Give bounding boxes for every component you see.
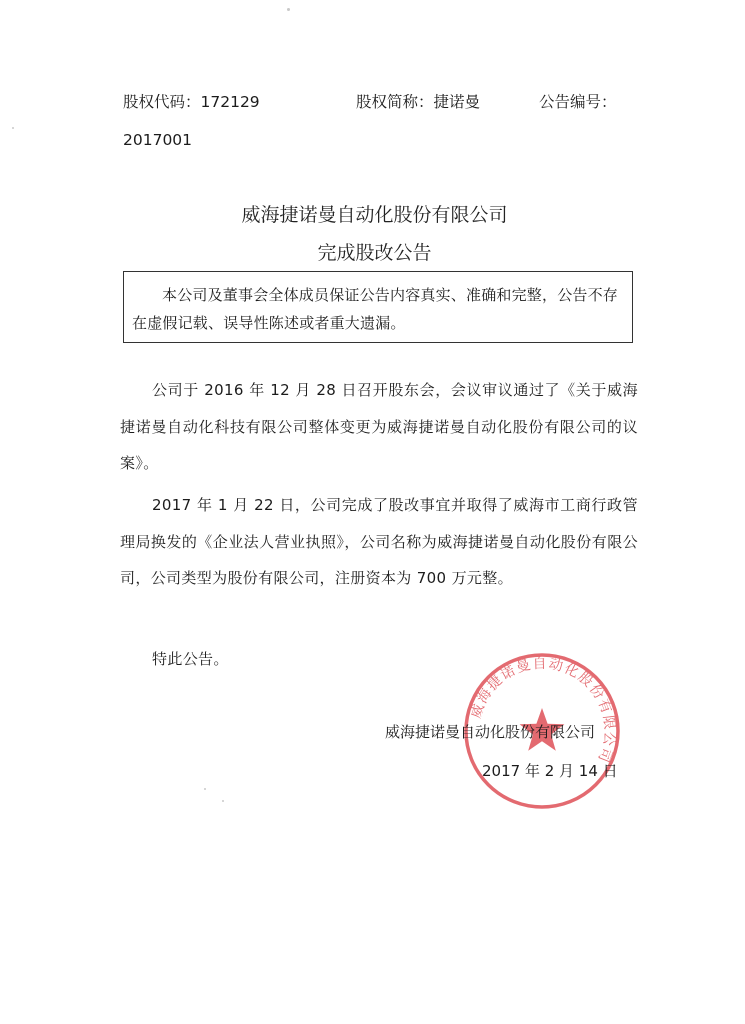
closing-line: 特此公告。 [152, 650, 229, 668]
stock-code: 股权代码：172129 [123, 93, 260, 111]
statement-box: 本公司及董事会全体成员保证公告内容真实、准确和完整，公告不存在虚假记载、误导性陈述或者重大遗漏。 [123, 271, 633, 343]
scan-speck [287, 8, 290, 11]
announcement-number: 2017001 [123, 131, 193, 149]
scan-speck [12, 127, 14, 129]
stock-short-name: 股权简称：捷诺曼 [356, 93, 481, 111]
scan-speck [222, 800, 224, 802]
announcement-title: 完成股改公告 [317, 242, 432, 264]
scan-speck [204, 788, 206, 790]
body-paragraph: 公司于 2016 年 12 月 28 日召开股东会，会议审议通过了《关于威海捷诺曼自动化科技有限公司整体变更为威海捷诺曼自动化股份有限公司的议案》。 [120, 381, 638, 472]
signature-company: 威海捷诺曼自动化股份有限公司 [385, 723, 596, 741]
announcement-number-label: 公告编号： [539, 93, 617, 111]
seal-text: 威海捷诺曼自动化股份有限公司 [468, 655, 618, 766]
company-title: 威海捷诺曼自动化股份有限公司 [241, 204, 508, 226]
signature-date: 2017 年 2 月 14 日 [482, 762, 618, 780]
body-paragraph: 2017 年 1 月 22 日，公司完成了股改事宜并取得了威海市工商行政管理局换发的《企业法人营业执照》，公司名称为威海捷诺曼自动化股份有限公司，公司类型为股份有限公司，注册资本为 700 万元整。 [120, 496, 638, 587]
